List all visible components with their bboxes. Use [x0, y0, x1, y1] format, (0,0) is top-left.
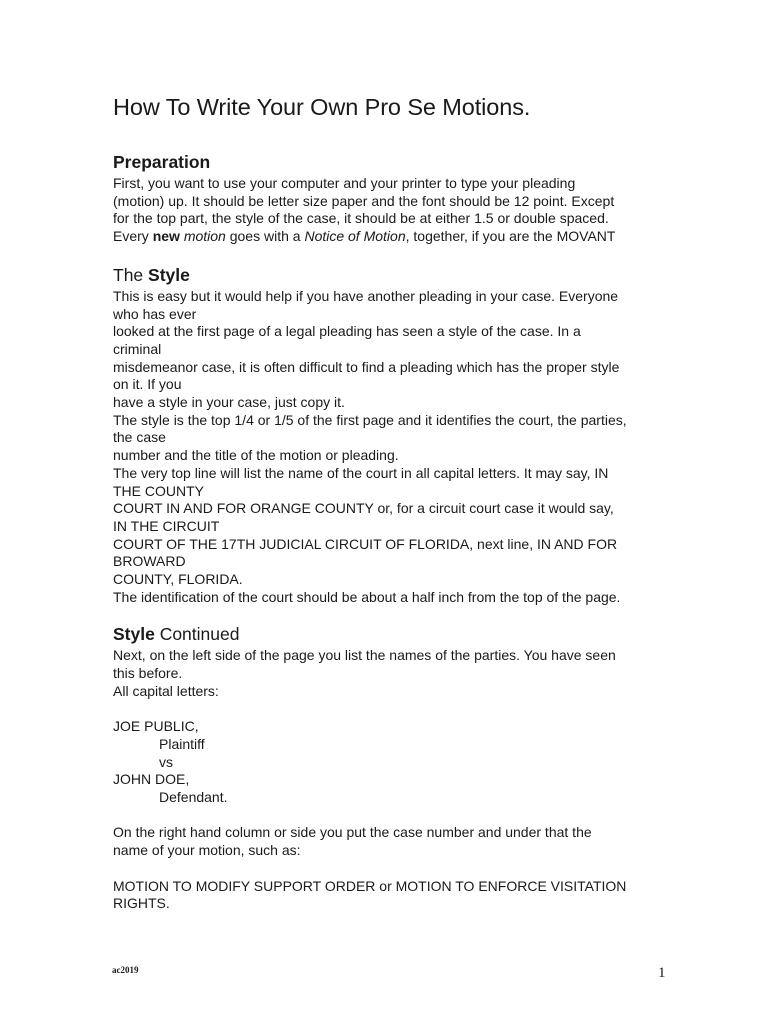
document-body: [113, 94, 673, 913]
parties-block: [113, 718, 673, 807]
paragraph-line: The style is the top 1/4 or 1/5 of the first page and it identifies the court, the parties,: [113, 411, 627, 428]
paragraph-line: (motion) up. It should be letter size paper and the font should be 12 point. Except: [113, 192, 615, 209]
emphasis-new: new: [152, 228, 180, 245]
paragraph-line: First, you want to use your computer and your printer to type your pleading: [113, 175, 576, 191]
plaintiff-name: JOE PUBLIC,: [113, 718, 199, 735]
paragraph-line: COUNTY, FLORIDA.: [113, 571, 243, 588]
paragraph-line: on it. If you: [113, 376, 182, 393]
paragraph-line: This is easy but it would help if you have another pleading in your case. Everyone: [113, 287, 619, 304]
motion-example-line: MOTION TO MODIFY SUPPORT ORDER or MOTION TO ENFORCE VISITATION: [113, 877, 627, 894]
paragraph-line: number and the title of the motion or pleading.: [113, 447, 399, 464]
paragraph-line: who has ever: [113, 305, 197, 322]
section-preparation: [113, 152, 673, 246]
emphasis-motion: motion: [183, 228, 226, 245]
paragraph-line: the case: [113, 429, 166, 446]
style-continued-heading: Style Continued: [113, 624, 240, 645]
footer-copyright: ac2019: [112, 965, 139, 975]
paragraph-line: Next, on the left side of the page you list the names of the parties. You have seen: [113, 647, 616, 664]
plaintiff-role: Plaintiff: [159, 735, 205, 752]
defendant-role: Defendant.: [159, 789, 228, 806]
document-title: How To Write Your Own Pro Se Motions.: [113, 94, 531, 120]
paragraph-line: have a style in your case, just copy it.: [113, 394, 345, 411]
paragraph-line: criminal: [113, 340, 162, 357]
paragraph-line: The very top line will list the name of the court in all capital letters. It may say, IN: [113, 464, 609, 481]
paragraph-line: looked at the first page of a legal pleading has seen a style of the case. In a: [113, 323, 581, 340]
paragraph-line: COURT IN AND FOR ORANGE COUNTY or, for a circuit court case it would say,: [113, 500, 614, 517]
style-heading: The Style: [113, 264, 190, 285]
paragraph-line: All capital letters:: [113, 682, 219, 699]
section-the-style: [113, 265, 673, 607]
section-style-continued: [113, 624, 673, 913]
paragraph-line: for the top part, the style of the case, it should be at either 1.5 or double spaced.: [113, 210, 609, 227]
emphasis-notice-of-motion: Notice of Motion: [304, 228, 406, 245]
defendant-name: JOHN DOE,: [113, 771, 190, 788]
motion-example-line: RIGHTS.: [113, 895, 170, 912]
paragraph-line-mixed: Every new motion goes with a Notice of Motion, together, if you are the MOVANT: [113, 228, 616, 245]
page-number: 1: [658, 965, 666, 981]
paragraph-line: BROWARD: [113, 553, 186, 570]
paragraph-line: misdemeanor case, it is often difficult to find a pleading which has the proper style: [113, 358, 620, 375]
paragraph-line: THE COUNTY: [113, 482, 204, 499]
paragraph-line: On the right hand column or side you put the case number and under that the: [113, 824, 592, 841]
preparation-heading: Preparation: [113, 152, 211, 172]
paragraph-line: this before.: [113, 665, 183, 682]
paragraph-line: name of your motion, such as:: [113, 842, 301, 859]
paragraph-line: The identification of the court should be about a half inch from the top of the page.: [113, 588, 621, 605]
versus-label: vs: [159, 753, 173, 770]
paragraph-line: COURT OF THE 17TH JUDICIAL CIRCUIT OF FLORIDA, next line, IN AND FOR: [113, 535, 618, 552]
paragraph-line: IN THE CIRCUIT: [113, 517, 220, 534]
